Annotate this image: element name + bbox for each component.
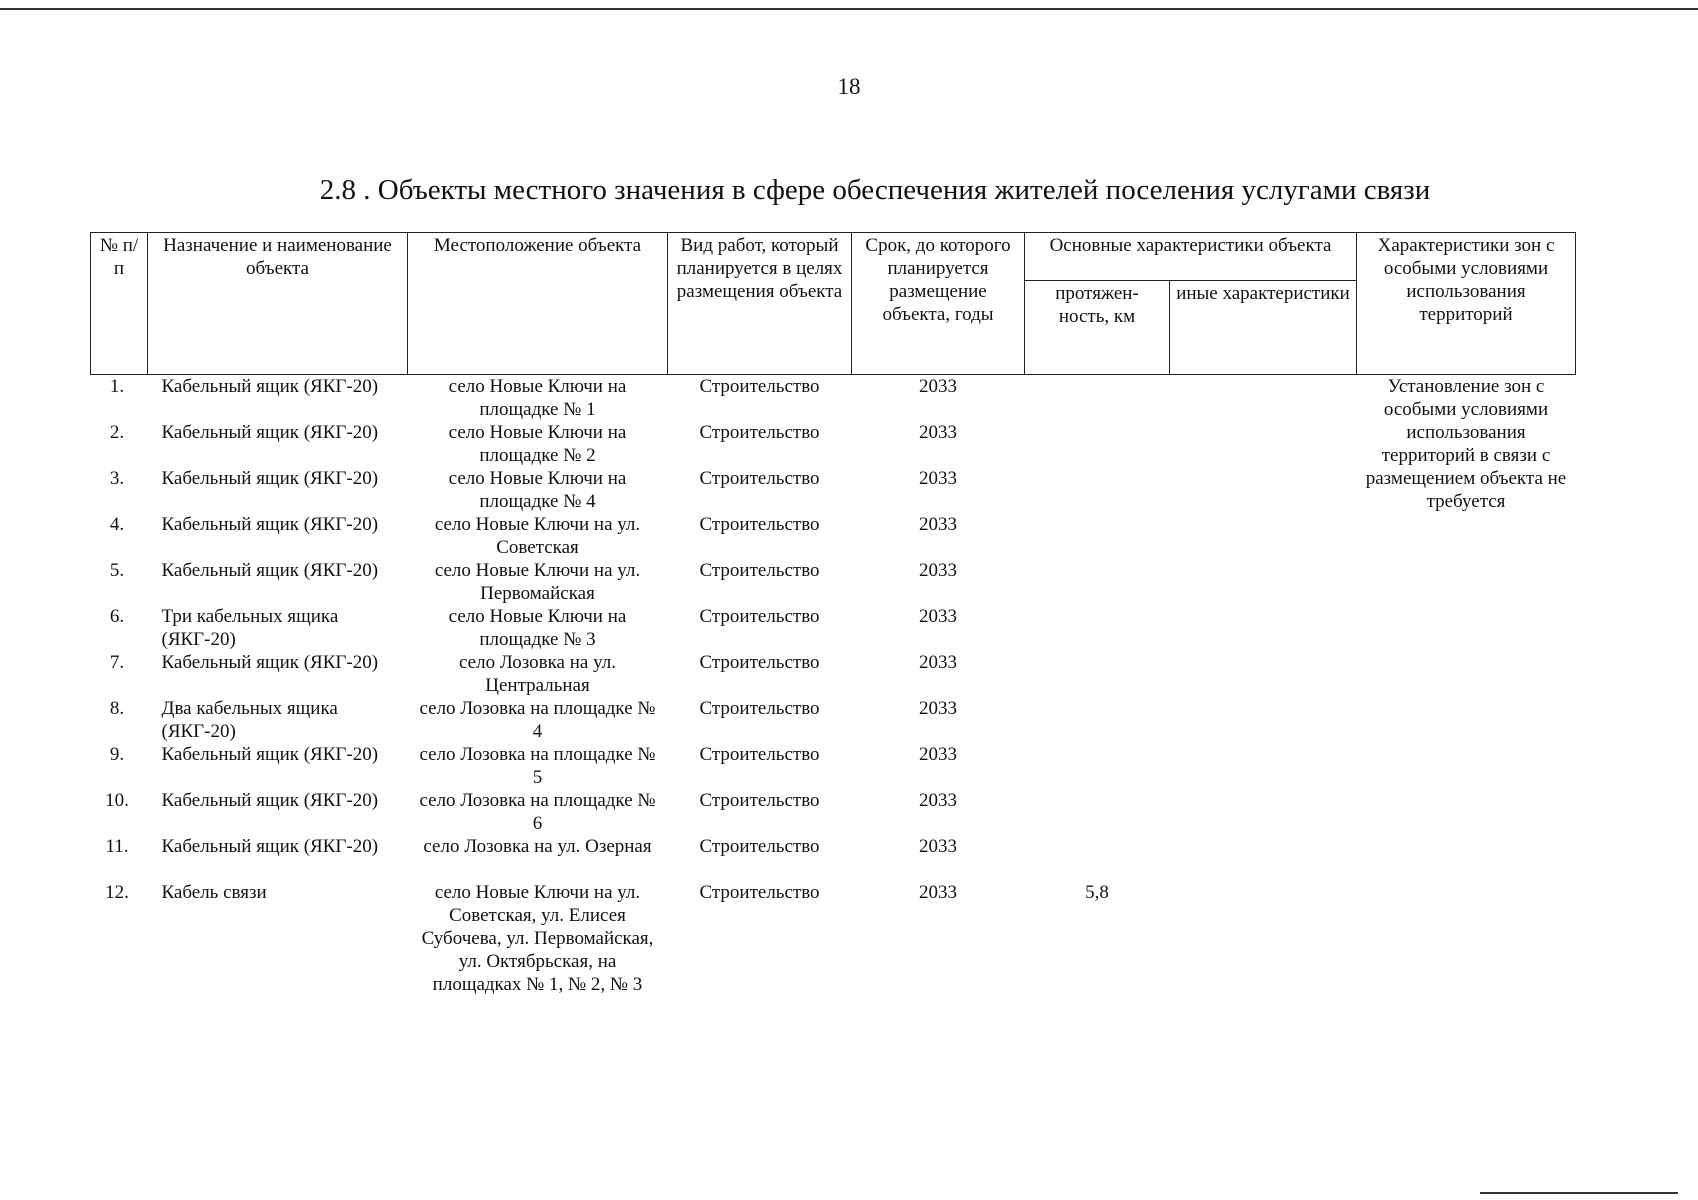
header-work-type: Вид работ, который планируется в целях размещения объекта bbox=[668, 233, 852, 375]
table-row bbox=[91, 559, 1576, 605]
object-name: Два кабельных ящика (ЯКГ-20) bbox=[161, 698, 338, 742]
work-type: Строительство bbox=[699, 468, 820, 489]
table-row bbox=[91, 513, 1576, 559]
deadline-year: 2033 bbox=[919, 560, 957, 581]
row-number: 7. bbox=[109, 652, 125, 673]
work-type: Строительство bbox=[699, 836, 820, 857]
row-number: 11. bbox=[105, 836, 129, 857]
table-row bbox=[91, 421, 1576, 467]
header-location: Местоположение объекта bbox=[408, 233, 668, 375]
object-name: Кабельный ящик (ЯКГ-20) bbox=[161, 652, 379, 673]
top-border-line bbox=[0, 8, 1698, 10]
table-row bbox=[91, 467, 1576, 513]
object-name: Три кабельных ящика (ЯКГ-20) bbox=[161, 606, 339, 650]
other-characteristics bbox=[1170, 375, 1357, 422]
row-number: 5. bbox=[109, 560, 125, 581]
other-characteristics bbox=[1170, 697, 1357, 743]
other-characteristics bbox=[1170, 605, 1357, 651]
other-characteristics bbox=[1170, 743, 1357, 789]
length-km bbox=[1025, 697, 1170, 743]
page-number: 18 bbox=[837, 74, 861, 99]
table-row bbox=[91, 605, 1576, 651]
object-location: село Лозовка на площадке № 6 bbox=[419, 790, 656, 834]
object-name: Кабельный ящик (ЯКГ-20) bbox=[161, 376, 379, 397]
deadline-year: 2033 bbox=[919, 422, 957, 443]
row-number: 4. bbox=[109, 514, 125, 535]
table-body bbox=[91, 375, 1576, 1032]
table-row bbox=[91, 697, 1576, 743]
length-km bbox=[1025, 513, 1170, 559]
length-km bbox=[1025, 743, 1170, 789]
object-location: село Лозовка на ул. Озерная bbox=[423, 836, 652, 857]
object-name: Кабельный ящик (ЯКГ-20) bbox=[161, 744, 379, 765]
work-type: Строительство bbox=[699, 698, 820, 719]
table-row bbox=[91, 881, 1576, 1031]
header-deadline: Срок, до которого планируется размещение объекта, годы bbox=[852, 233, 1025, 375]
work-type: Строительство bbox=[699, 652, 820, 673]
other-characteristics bbox=[1170, 513, 1357, 559]
zones-note: Установление зон с особыми условиями использования территорий в связи с размещением объекта не требуется bbox=[1365, 376, 1567, 512]
object-location: село Новые Ключи на площадке № 2 bbox=[448, 422, 627, 466]
deadline-year: 2033 bbox=[919, 836, 957, 857]
length-km: 5,8 bbox=[1085, 882, 1109, 903]
object-location: село Новые Ключи на площадке № 3 bbox=[448, 606, 627, 650]
table-header bbox=[91, 233, 1576, 375]
row-number: 8. bbox=[109, 698, 125, 719]
length-km bbox=[1025, 421, 1170, 467]
other-characteristics bbox=[1170, 881, 1357, 1031]
length-km bbox=[1025, 651, 1170, 697]
row-number: 2. bbox=[109, 422, 125, 443]
other-characteristics bbox=[1170, 559, 1357, 605]
row-number: 6. bbox=[109, 606, 125, 627]
length-km bbox=[1025, 835, 1170, 881]
row-number: 9. bbox=[109, 744, 125, 765]
table-row bbox=[91, 375, 1576, 422]
row-number: 12. bbox=[105, 882, 129, 903]
deadline-year: 2033 bbox=[919, 652, 957, 673]
object-location: село Лозовка на площадке № 5 bbox=[419, 744, 656, 788]
object-location: село Новые Ключи на ул. Советская bbox=[434, 514, 641, 558]
length-km bbox=[1025, 559, 1170, 605]
object-name: Кабельный ящик (ЯКГ-20) bbox=[161, 790, 379, 811]
work-type: Строительство bbox=[699, 560, 820, 581]
object-location: село Новые Ключи на ул. Советская, ул. Елисея Субочева, ул. Первомайская, ул. Октябрьская, на площадках № 1, № 2, № 3 bbox=[421, 882, 654, 995]
object-name: Кабельный ящик (ЯКГ-20) bbox=[161, 468, 379, 489]
work-type: Строительство bbox=[699, 422, 820, 443]
header-name: Назначение и наименование объекта bbox=[148, 233, 408, 375]
deadline-year: 2033 bbox=[919, 744, 957, 765]
table-row bbox=[91, 743, 1576, 789]
length-km bbox=[1025, 789, 1170, 835]
deadline-year: 2033 bbox=[919, 468, 957, 489]
other-characteristics bbox=[1170, 789, 1357, 835]
other-characteristics bbox=[1170, 835, 1357, 881]
work-type: Строительство bbox=[699, 606, 820, 627]
object-location: село Новые Ключи на площадке № 1 bbox=[448, 376, 627, 420]
object-name: Кабельный ящик (ЯКГ-20) bbox=[161, 836, 379, 857]
object-name: Кабельный ящик (ЯКГ-20) bbox=[161, 514, 379, 535]
other-characteristics bbox=[1170, 467, 1357, 513]
section-title: 2.8 . Объекты местного значения в сфере обеспечения жителей поселения услугами связи bbox=[319, 174, 1431, 206]
row-number: 10. bbox=[105, 790, 129, 811]
object-location: село Лозовка на ул. Центральная bbox=[459, 652, 616, 696]
object-name: Кабельный ящик (ЯКГ-20) bbox=[161, 422, 379, 443]
object-name: Кабельный ящик (ЯКГ-20) bbox=[161, 560, 379, 581]
header-zones: Характеристики зон с особыми условиями использования территорий bbox=[1357, 233, 1576, 375]
other-characteristics bbox=[1170, 421, 1357, 467]
header-length: протяжен-ность, км bbox=[1025, 281, 1170, 375]
table-row bbox=[91, 835, 1576, 881]
deadline-year: 2033 bbox=[919, 790, 957, 811]
deadline-year: 2033 bbox=[919, 376, 957, 397]
deadline-year: 2033 bbox=[919, 606, 957, 627]
row-number: 3. bbox=[109, 468, 125, 489]
work-type: Строительство bbox=[699, 790, 820, 811]
row-number: 1. bbox=[109, 376, 125, 397]
objects-table bbox=[90, 232, 1576, 1031]
object-location: село Новые Ключи на ул. Первомайская bbox=[434, 560, 641, 604]
header-other-characteristics: иные характеристики bbox=[1170, 281, 1357, 375]
header-main-characteristics: Основные характеристики объекта bbox=[1025, 233, 1357, 281]
work-type: Строительство bbox=[699, 376, 820, 397]
length-km bbox=[1025, 605, 1170, 651]
object-location: село Лозовка на площадке № 4 bbox=[419, 698, 656, 742]
deadline-year: 2033 bbox=[919, 514, 957, 535]
work-type: Строительство bbox=[699, 744, 820, 765]
work-type: Строительство bbox=[699, 882, 820, 903]
bottom-border-line bbox=[1480, 1192, 1678, 1194]
table-row bbox=[91, 789, 1576, 835]
deadline-year: 2033 bbox=[919, 698, 957, 719]
length-km bbox=[1025, 467, 1170, 513]
work-type: Строительство bbox=[699, 514, 820, 535]
object-name: Кабель связи bbox=[161, 882, 267, 903]
other-characteristics bbox=[1170, 651, 1357, 697]
length-km bbox=[1025, 375, 1170, 422]
table-row bbox=[91, 651, 1576, 697]
object-location: село Новые Ключи на площадке № 4 bbox=[448, 468, 627, 512]
header-num: № п/п bbox=[91, 233, 148, 375]
deadline-year: 2033 bbox=[919, 882, 957, 903]
